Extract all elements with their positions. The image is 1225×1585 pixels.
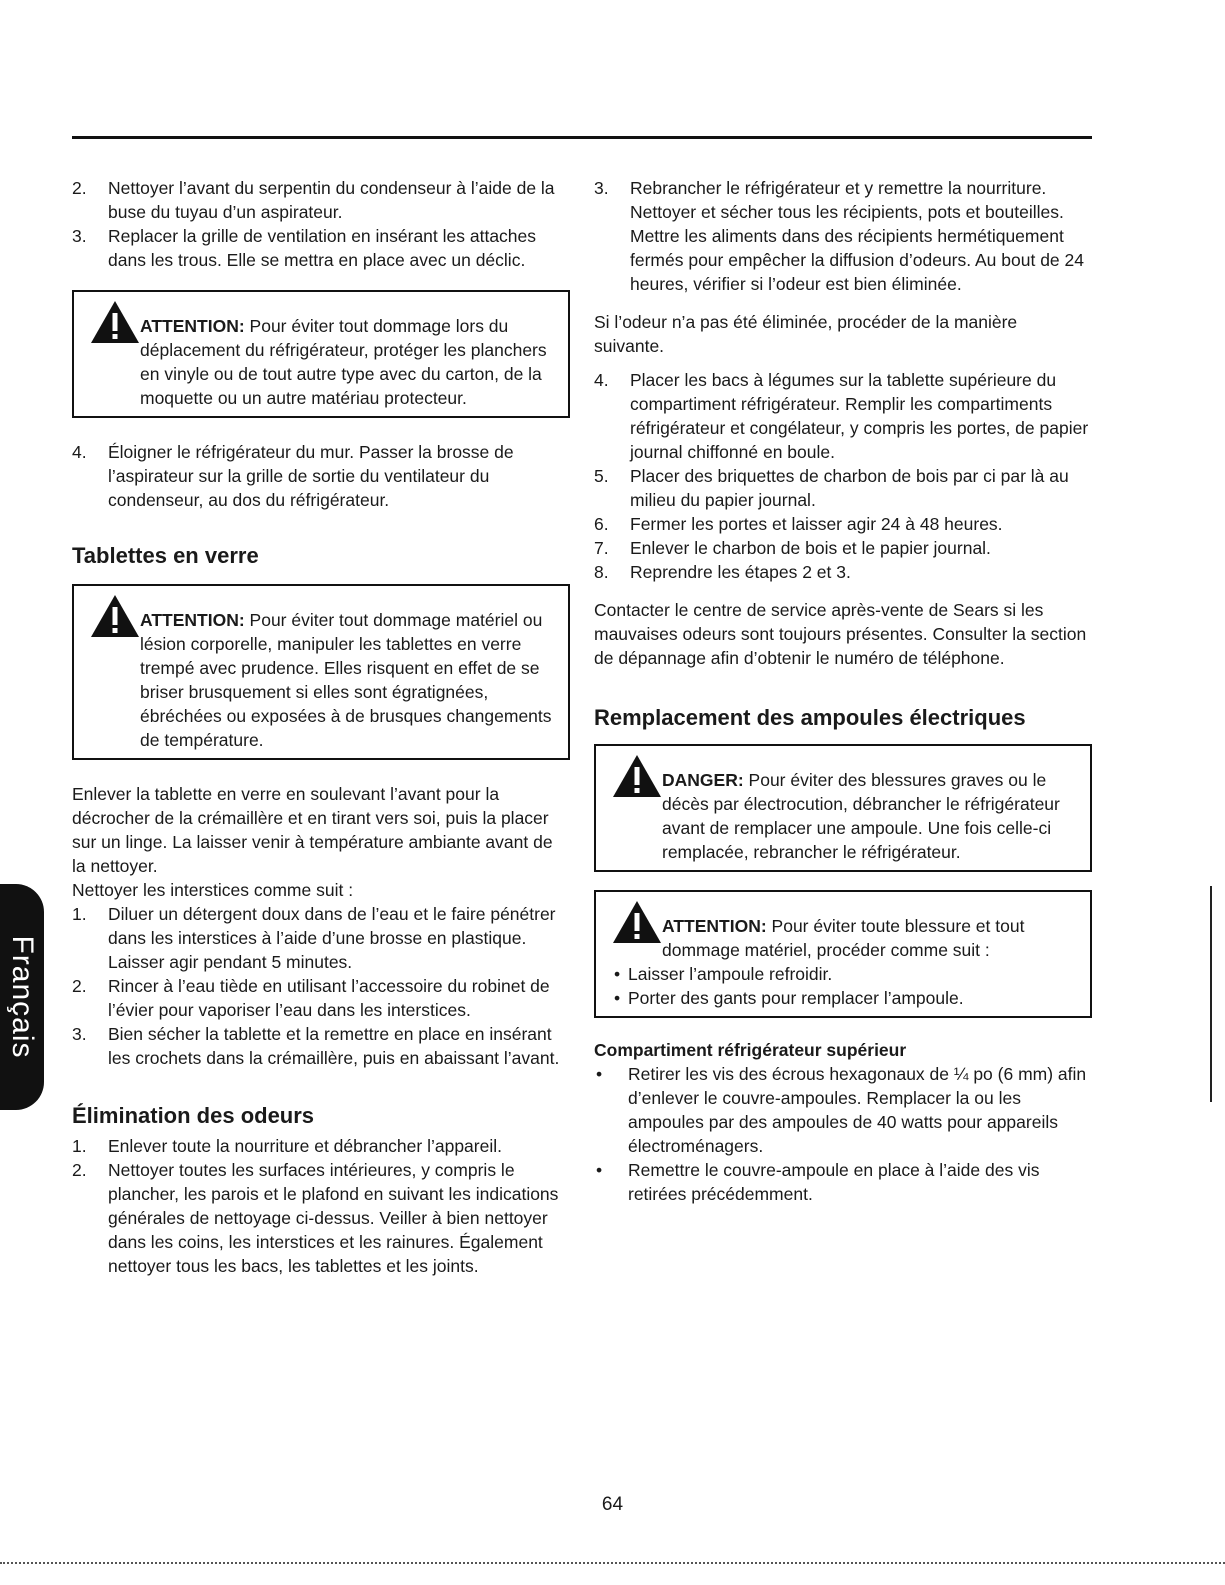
list-item: 3. Rebrancher le réfrigérateur et y remettre la nourriture. Nettoyer et sécher tous les récipients, pots et bouteilles. Mettre les aliments dans des récipients hermétiquement fermés pour empêcher la diffusion d’odeurs. Au bout de 24 heures, vérifier si l’odeur est bien éliminée. — [594, 178, 1084, 294]
heading-bulb-replacement: Remplacement des ampoules électriques — [594, 705, 1026, 730]
list-item: 5. Placer des briquettes de charbon de bois par ci par là au milieu du papier journal. — [594, 466, 1069, 510]
if-odor-paragraph: Si l’odeur n’a pas été éliminée, procéder de la manière suivante. — [594, 312, 1018, 356]
list-item: 2. Nettoyer l’avant du serpentin du condenseur à l’aide de la buse du tuyau d’un aspirateur. — [72, 178, 555, 222]
attention-text: Pour éviter tout dommage lors du déplacement du réfrigérateur, protéger les planchers en vinyle ou de tout autre type avec du carton, de la moquette ou un autre matériau protecteur. — [140, 316, 547, 408]
odor-steps-list-continued — [594, 368, 1092, 584]
clean-steps-list — [72, 902, 570, 1070]
left-column — [72, 176, 570, 1278]
remove-shelf-paragraph: Enlever la tablette en verre en soulevant l’avant pour la décrocher de la crémaillère et en tirant vers soi, puis la placer sur un linge. La laisser venir à température ambiante avant de la nettoyer. — [72, 784, 553, 876]
list-item: 2. Rincer à l’eau tiède en utilisant l’accessoire du robinet de l’évier pour vaporiser l’eau dans les interstices. — [72, 976, 550, 1020]
page-edge-line — [1210, 886, 1212, 1102]
list-item: • Porter des gants pour remplacer l’ampoule. — [606, 986, 1080, 1010]
page-number: 64 — [601, 1494, 624, 1515]
attention-bullets — [606, 962, 1080, 1010]
danger-box — [594, 744, 1092, 872]
attention-label: ATTENTION: — [140, 610, 245, 630]
list-item: 4. Placer les bacs à légumes sur la tablette supérieure du compartiment réfrigérateur. Remplir les compartiments réfrigérateur et congélateur, y compris les portes, de papier journal chiffonné en boule. — [594, 370, 1089, 462]
heading-glass-shelves: Tablettes en verre — [72, 543, 259, 568]
attention-text: Pour éviter tout dommage matériel ou lésion corporelle, manipuler les tablettes en verre trempé avec prudence. Elles risquent en effet de se briser brusquement si elles sont égratignées, ébréchées ou exposées à de brusques changements de température. — [140, 610, 552, 750]
attention-text: Pour éviter toute blessure et tout dommage matériel, procéder comme suit : — [662, 916, 1025, 960]
condenser-steps-list — [72, 176, 570, 272]
list-item: 6. Fermer les portes et laisser agir 24 à 48 heures. — [594, 514, 1003, 534]
odor-step-3 — [594, 176, 1092, 296]
top-rule — [72, 136, 1092, 139]
condenser-step-4 — [72, 440, 570, 512]
warning-triangle-icon — [612, 900, 662, 944]
language-side-tab — [0, 884, 44, 1110]
list-item: • Retirer les vis des écrous hexagonaux de ¼ po (6 mm) afin d’enlever le couvre-ampoules. Remplacer la ou les ampoules par des ampoules de 40 watts pour appareils électroménagers. — [594, 1062, 1092, 1158]
bulb-steps-list — [594, 1062, 1092, 1206]
list-item: • Remettre le couvre-ampoule en place à l’aide des vis retirées précédemment. — [594, 1158, 1092, 1206]
attention-label: ATTENTION: — [140, 316, 245, 336]
right-column — [594, 176, 1092, 1206]
clean-intro-paragraph: Nettoyer les interstices comme suit : — [72, 880, 354, 900]
subheading-upper-fridge: Compartiment réfrigérateur supérieur — [594, 1040, 907, 1060]
list-item: 1. Enlever toute la nourriture et débrancher l’appareil. — [72, 1136, 502, 1156]
list-item: 2. Nettoyer toutes les surfaces intérieures, y compris le plancher, les parois et le plafond en suivant les indications générales de nettoyage ci-dessus. Veiller à bien nettoyer dans les coins, les interstices et les rainures. Également nettoyer tous les bacs, les tablettes et les joints. — [72, 1160, 559, 1276]
danger-text: Pour éviter des blessures graves ou le décès par électrocution, débrancher le réfrigérateur avant de remplacer une ampoule. Une fois celle-ci remplacée, rebrancher le réfrigérateur. — [662, 770, 1060, 862]
language-tab-label: Français — [6, 935, 39, 1059]
heading-odor-removal: Élimination des odeurs — [72, 1103, 315, 1128]
odor-steps-list — [72, 1134, 570, 1278]
warning-triangle-icon — [90, 300, 140, 344]
danger-label: DANGER: — [662, 770, 744, 790]
contact-sears-paragraph: Contacter le centre de service après-vente de Sears si les mauvaises odeurs sont toujours présentes. Consulter la section de dépannage afin d’obtenir le numéro de téléphone. — [594, 600, 1087, 668]
bottom-dotted-edge — [0, 1562, 1225, 1564]
list-item: 3. Bien sécher la tablette et la remettre en place en insérant les crochets dans la crémaillère, puis en abaissant l’avant. — [72, 1024, 560, 1068]
list-item: 1. Diluer un détergent doux dans de l’eau et le faire pénétrer dans les interstices à l’aide d’une brosse en plastique. Laisser agir pendant 5 minutes. — [72, 904, 556, 972]
attention-box-floor — [72, 290, 570, 418]
attention-box-glass — [72, 584, 570, 760]
attention-label: ATTENTION: — [662, 916, 767, 936]
list-item: 8. Reprendre les étapes 2 et 3. — [594, 562, 851, 582]
attention-box-bulb — [594, 890, 1092, 1018]
list-item: 4. Éloigner le réfrigérateur du mur. Passer la brosse de l’aspirateur sur la grille de sortie du ventilateur du condenseur, au dos du réfrigérateur. — [72, 442, 514, 510]
list-item: • Laisser l’ampoule refroidir. — [606, 962, 1080, 986]
warning-triangle-icon — [612, 754, 662, 798]
warning-triangle-icon — [90, 594, 140, 638]
list-item: 7. Enlever le charbon de bois et le papier journal. — [594, 538, 991, 558]
list-item: 3. Replacer la grille de ventilation en insérant les attaches dans les trous. Elle se mettra en place avec un déclic. — [72, 226, 537, 270]
